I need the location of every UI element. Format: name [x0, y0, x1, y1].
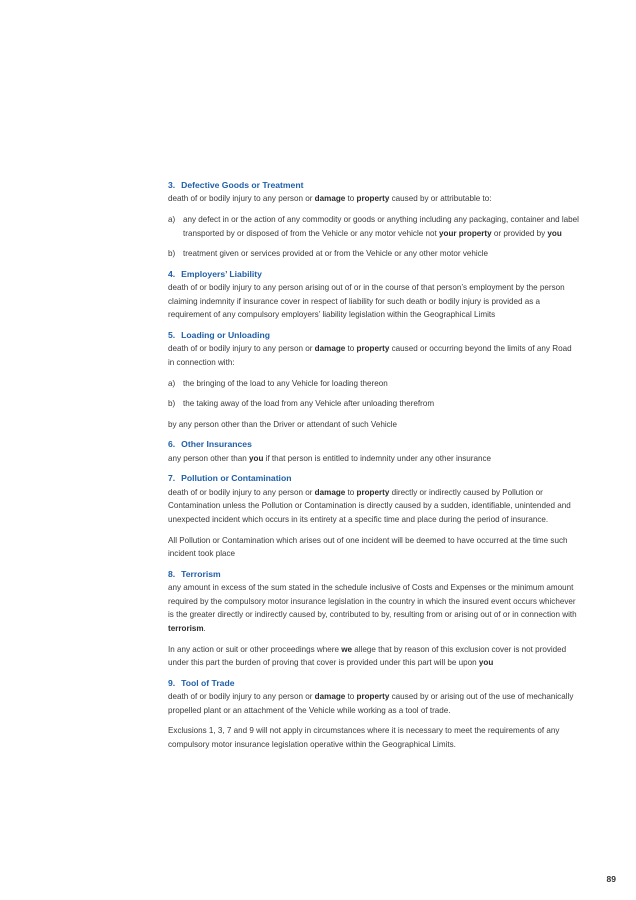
text-run: to — [345, 194, 357, 204]
exclusion-section — [168, 179, 580, 261]
exclusions-list — [168, 179, 580, 758]
list-item-text — [183, 213, 580, 240]
defined-term: property — [356, 692, 390, 702]
section-intro — [168, 690, 580, 717]
section-heading — [168, 438, 580, 451]
exclusion-section — [168, 568, 580, 670]
text-run: any defect in or the action of any commodity or goods or anything including any packaging, container and label transported by or disposed of from the Vehicle or any motor vehicle not — [183, 215, 579, 238]
defined-term: damage — [314, 692, 346, 702]
section-heading — [168, 472, 580, 485]
section-number: 6. — [168, 439, 176, 450]
text-run: caused or occurring beyond the limits of any Road in connection with: — [168, 344, 572, 367]
text-run: any amount in excess of the sum stated in the schedule inclusive of Costs and Expenses or the minimum amount required by the compulsory motor insurance legislation in the country in which the insured event occurs whichever is the greater directly or indirectly caused by, contributed to by, resulting from or arising out of or in connection with — [168, 583, 577, 620]
text-run: any person other than — [168, 453, 249, 463]
defined-term: your property — [439, 228, 492, 238]
section-intro — [168, 486, 580, 527]
defined-term: property — [356, 487, 390, 497]
section-title: Terrorism — [181, 568, 221, 579]
page-number: 89 — [606, 874, 616, 884]
section-number: 3. — [168, 180, 176, 190]
text-run: if that person is entitled to indemnity under any other insurance — [263, 453, 492, 463]
text-run: death of or bodily injury to any person or — [168, 692, 315, 702]
section-heading — [168, 677, 580, 690]
defined-term: you — [249, 453, 264, 463]
text-run: death of or bodily injury to any person or — [168, 194, 315, 204]
text-run: treatment given or services provided at or from the Vehicle or any other motor vehicle — [183, 249, 489, 259]
list-item-label: b) — [168, 249, 176, 259]
defined-term: you — [478, 658, 494, 668]
list-item-text — [183, 247, 580, 261]
text-run: to — [345, 344, 357, 354]
exclusion-section — [168, 268, 580, 322]
defined-term: damage — [314, 487, 346, 497]
text-run: or provided by — [491, 228, 548, 238]
section-number: 5. — [168, 329, 176, 340]
exclusion-section — [168, 677, 580, 752]
section-number: 8. — [168, 568, 176, 579]
text-run: to — [345, 692, 357, 702]
text-run: the bringing of the load to any Vehicle for loading thereon — [183, 378, 388, 388]
exclusion-section — [168, 438, 580, 465]
text-run: . — [203, 623, 206, 633]
section-paragraph — [168, 643, 580, 670]
section-intro — [168, 581, 580, 635]
section-title: Pollution or Contamination — [181, 473, 292, 484]
text-run: All Pollution or Contamination which arises out of one incident will be deemed to have occurred at the time such incident took place — [168, 535, 568, 559]
section-heading — [168, 568, 580, 581]
section-paragraph — [168, 724, 580, 751]
list-item — [168, 377, 580, 391]
section-intro — [168, 281, 580, 322]
text-run: caused by or arising out of the use of mechanically propelled plant or an attachment of the Vehicle while working as a tool of trade. — [168, 692, 574, 715]
list-item — [168, 247, 580, 261]
defined-term: damage — [314, 194, 346, 204]
text-run: Exclusions 1, 3, 7 and 9 will not apply in circumstances where it is necessary to meet the requirements of any compulsory motor insurance legislation operative within the Geographical Limits. — [168, 726, 560, 749]
section-heading — [168, 179, 580, 192]
section-intro — [168, 452, 580, 466]
list-item-label: a) — [168, 378, 176, 388]
exclusion-section — [168, 472, 580, 560]
section-intro — [168, 192, 580, 206]
list-item-text — [183, 377, 580, 391]
section-heading — [168, 329, 580, 342]
section-intro — [168, 342, 580, 369]
section-paragraph — [168, 418, 580, 432]
text-run: the taking away of the load from any Vehicle after unloading therefrom — [183, 399, 435, 409]
section-title: Loading or Unloading — [181, 329, 270, 340]
section-heading — [168, 268, 580, 281]
defined-term: terrorism — [168, 623, 204, 633]
text-run: death of or bodily injury to any person arising out of or in the course of that person’s employment by the person claiming indemnity if insurance cover in respect of liability for such death or bodily injury is provided as a requirement of any compulsory employers’ liability legislation within the Geographical Limits — [168, 283, 565, 320]
defined-term: property — [356, 194, 390, 204]
list-item-label: a) — [168, 215, 176, 224]
list-item — [168, 213, 580, 240]
text-run: allege that by reason of this exclusion cover is not provided under this part the burden of proving that cover is provided under this part will be upon — [168, 644, 567, 668]
defined-term: we — [341, 644, 353, 654]
list-item-label: b) — [168, 399, 176, 409]
section-number: 7. — [168, 473, 176, 484]
exclusion-section — [168, 329, 580, 431]
defined-term: property — [356, 344, 390, 354]
text-run: death of or bodily injury to any person or — [168, 487, 315, 497]
list-item-text — [183, 397, 580, 411]
section-title: Tool of Trade — [181, 677, 235, 688]
section-number: 4. — [168, 268, 176, 279]
section-title: Other Insurances — [181, 439, 252, 450]
defined-term: you — [547, 228, 562, 238]
list-item — [168, 397, 580, 411]
text-run: caused by or attributable to: — [389, 194, 492, 204]
section-paragraph — [168, 534, 580, 561]
text-run: In any action or suit or other proceedings where — [168, 644, 342, 654]
section-number: 9. — [168, 677, 176, 688]
section-title: Defective Goods or Treatment — [181, 180, 304, 190]
text-run: to — [345, 487, 357, 497]
text-run: by any person other than the Driver or attendant of such Vehicle — [168, 419, 398, 429]
section-title: Employers’ Liability — [181, 268, 262, 279]
defined-term: damage — [314, 344, 346, 354]
text-run: death of or bodily injury to any person or — [168, 344, 315, 354]
text-run: directly or indirectly caused by Pollution or Contamination unless the Pollution or Contamination is directly caused by a sudden, identifiable, unintended and unexpected incident which occurs in its entirety at a specific time and place during the period of insurance. — [168, 487, 571, 524]
